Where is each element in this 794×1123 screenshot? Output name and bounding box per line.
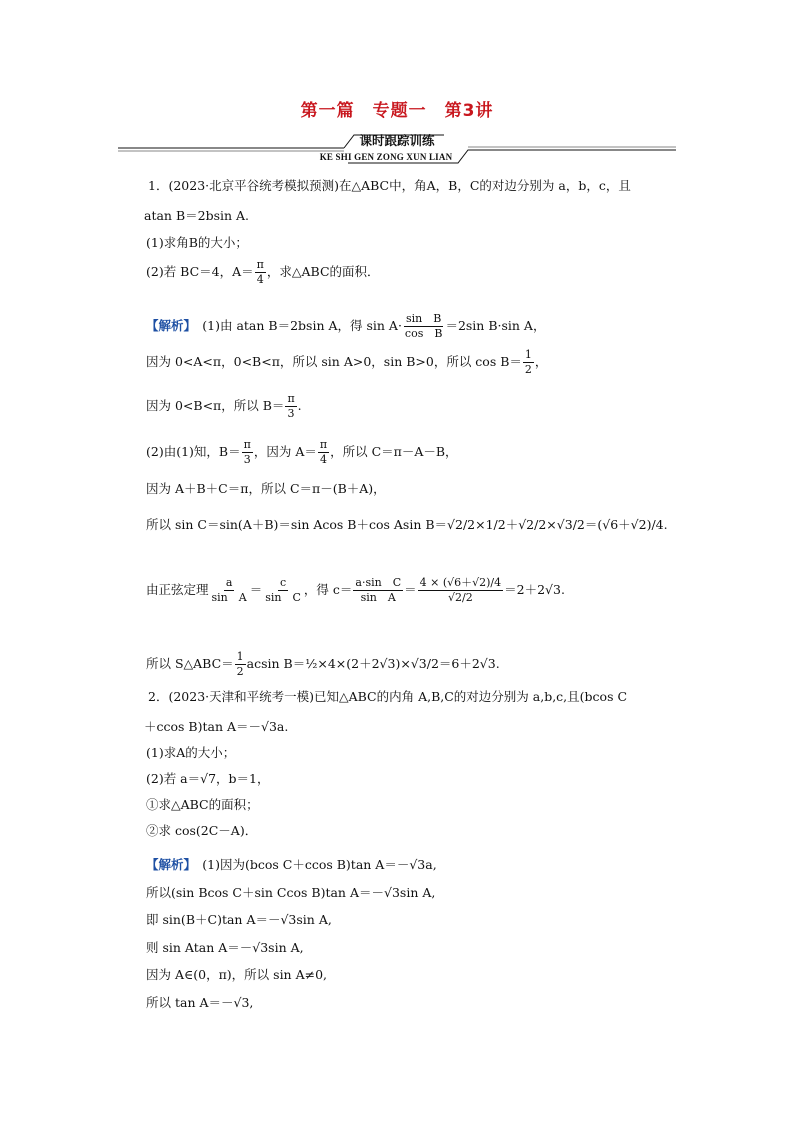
solution-tag: 【解析】 (146, 318, 190, 333)
solution-1-line-c: 因为 0<B<π，所以 B＝ $\frac{\pi}{3}$ . (146, 392, 302, 420)
question-1-stem-cont: atan B＝2bsin A. (144, 208, 250, 223)
fraction: $\frac{\pi}{3}$ (243, 438, 251, 466)
question-2-part-2: (2)若 a＝√7，b＝1， (146, 771, 270, 786)
solution-1-line-a: 【解析】 (1)由 atan B＝2bsin A，得 sin A· $\frac{\text{sin B}}{\text{cos B}}$ ＝2sin B·sin A， (146, 312, 546, 340)
fraction: $\frac{1}{2}$ (236, 650, 244, 678)
solution-2-line-b: 因为 A＋B＋C＝π，所以 C＝π－(B＋A)， (146, 481, 386, 496)
solution-q2-line-b: 所以(sin Bcos C＋sin Ccos B)tan A＝－√3sin A, (146, 885, 436, 900)
solution-q2-line-f: 所以 tan A＝－√3, (146, 995, 254, 1010)
fraction: $\frac{a}{\text{sin A}}$ (211, 576, 247, 604)
question-2-stem: 2．(2023·天津和平统考一模)已知△ABC的内角 A,B,C的对边分别为 a,b,c,且(bcos C (148, 689, 628, 704)
solution-2-line-c: 所以 sin C＝sin(A＋B)＝sin Acos B＋cos Asin B＝√2/2×1/2＋√2/2×√3/2＝(√6＋√2)/4. (146, 517, 668, 532)
solution-2-line-a: (2)由(1)知，B＝ $\frac{\pi}{3}$ ，因为 A＝ $\frac{\pi}{4}$ ，所以 C＝π－A－B， (146, 438, 458, 466)
solution-tag: 【解析】 (146, 857, 190, 872)
question-2-part-2a: ①求△ABC的面积； (146, 797, 259, 812)
page-title: 第一篇 专题一 第3讲 (300, 101, 494, 121)
fraction: $\frac{\pi}{4}$ (256, 258, 264, 286)
question-2-stem-cont: ＋ccos B)tan A＝－√3a. (144, 719, 289, 734)
fraction: $\frac{\pi}{4}$ (319, 438, 328, 466)
fraction: $\frac{c}{\text{sin C}}$ (265, 576, 301, 604)
solution-2-line-d: 由正弦定理 $\frac{a}{\text{sin A}}$ ＝ $\frac{c}{\text{sin C}}$ ，得 c＝ $\frac{\text{a·sin C}}{\text{sin A}}$ ＝ $\frac{4 \times (√6+√2)/4}{√2/2}$ ＝2＋2√3. (146, 576, 565, 604)
banner-subtitle: KE SHI GEN ZONG XUN LIAN (319, 152, 453, 162)
question-2-part-1: (1)求A的大小； (146, 745, 236, 760)
question-1-part-1: (1)求角B的大小； (146, 235, 248, 250)
question-1-stem: 1．(2023·北京平谷统考模拟预测)在△ABC中，角A，B，C的对边分别为 a，b，c，且 (148, 178, 631, 193)
solution-2-line-e: 所以 S△ABC＝ $\frac{1}{2}$ acsin B＝½×4×(2＋2√3)×√3/2＝6＋2√3. (146, 650, 500, 678)
question-1-part-2: (2)若 BC＝4，A＝ $\frac{\pi}{4}$ ，求△ABC的面积． (146, 258, 380, 286)
solution-q2-line-c: 即 sin(B＋C)tan A＝－√3sin A, (146, 912, 332, 927)
fraction: $\frac{\text{a·sin C}}{\text{sin A}}$ (355, 576, 402, 604)
solution-1-line-b: 因为 0<A<π，0<B<π，所以 sin A>0，sin B>0，所以 cos B＝ $\frac{1}{2}$ ， (146, 348, 548, 376)
solution-q2-line-a: 【解析】 (1)因为(bcos C＋ccos B)tan A＝－√3a, (146, 857, 437, 872)
section-banner (118, 131, 676, 167)
fraction: $\frac{\pi}{3}$ (287, 392, 295, 420)
question-2-part-2b: ②求 cos(2C－A)． (146, 823, 258, 838)
fraction: $\frac{1}{2}$ (524, 348, 532, 376)
fraction: $\frac{\text{sin B}}{\text{cos B}}$ (404, 312, 443, 340)
fraction: $\frac{4 \times (√6+√2)/4}{√2/2}$ (419, 576, 502, 604)
banner-label: 课时跟踪训练 (359, 133, 435, 148)
solution-q2-line-e: 因为 A∈(0，π)，所以 sin A≠0, (146, 967, 328, 982)
solution-q2-line-d: 则 sin Atan A＝－√3sin A, (146, 940, 304, 955)
